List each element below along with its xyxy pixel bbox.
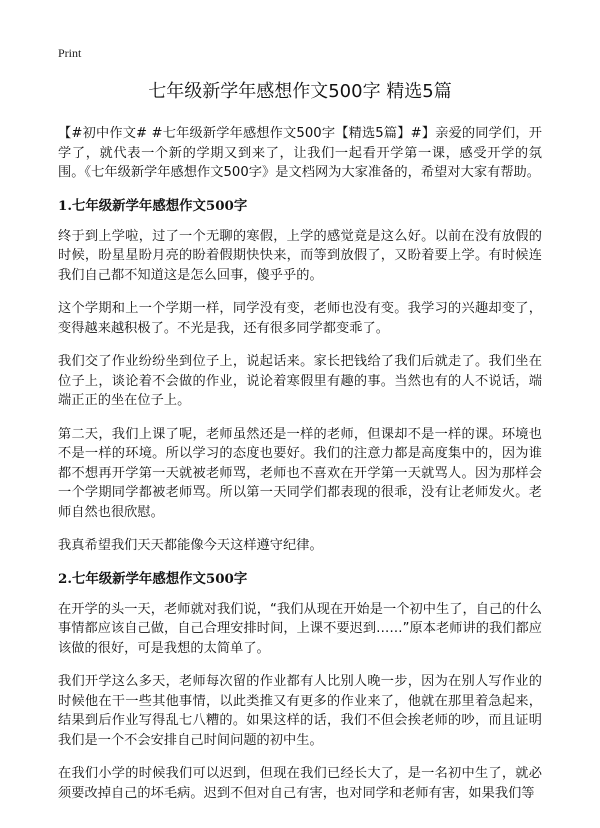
document-body bbox=[58, 124, 542, 817]
section-heading-2: 2.七年级新学年感想作文500字 bbox=[58, 570, 248, 587]
section-1-paragraph: 第二天，我们上课了呢，老师虽然还是一样的老师，但课却不是一样的课。环境也不是一样的环境。所以学习的态度也要好。我们的注意力都是高度集中的，因为谁都不想再开学第一天就被老师骂，老师也不喜欢在开学第一天就骂人。因为那样会一个学期同学都被老师骂。所以第一天同学们都表现的很乖，没有让老师发火。老师自然也很欣慰。 bbox=[58, 426, 542, 520]
page-title: 七年级新学年感想作文500字 精选5篇 bbox=[148, 81, 452, 102]
section-1-paragraph: 我真希望我们天天都能像今天这样遵守纪律。 bbox=[58, 538, 323, 553]
section-1-paragraph: 终于到上学啦，过了一个无聊的寒假，上学的感觉竟是这么好。以前在没有放假的时候，盼星星盼月亮的盼着假期快快来，而等到放假了，又盼着要上学。有时候连我们自己都不知道这是怎么回事，傻乎乎的。 bbox=[58, 228, 542, 283]
intro-paragraph: 【#初中作文# #七年级新学年感想作文500字【精选5篇】#】亲爱的同学们，开学了，就代表一个新的学期又到来了，让我们一起看开学第一课，感受开学的氛围。《七年级新学年感想作文500字》是文档网为大家准备的，希望对大家有帮助。 bbox=[58, 126, 542, 180]
section-2-paragraph: 我们开学这么多天，老师每次留的作业都有人比别人晚一步，因为在别人写作业的时候他在干一些其他事情，以此类推又有更多的作业来了，他就在那里着急起来，结果到后作业写得乱七八糟的。如果这样的话，我们不但会挨老师的吵，而且证明我们是一个不会安排自己时间问题的初中生。 bbox=[58, 674, 542, 748]
section-2-paragraph: 在我们小学的时候我们可以迟到，但现在我们已经长大了，是一名初中生了，就必须要改掉自己的坏毛病。迟到不但对自己有害，也对同学和老师有害，如果我们等 bbox=[58, 766, 542, 801]
section-1-paragraph: 我们交了作业纷纷坐到位子上，说起话来。家长把钱给了我们后就走了。我们坐在位子上，谈论着不会做的作业，说论着寒假里有趣的事。当然也有的人不说话，端端正正的坐在位子上。 bbox=[58, 354, 542, 408]
section-2-paragraph: 在开学的头一天，老师就对我们说，“我们从现在开始是一个初中生了，自己的什么事情都应该自己做，自己合理安排时间，上课不要迟到……”原本老师讲的我们都应该做的很好，可是我想的太简单了。 bbox=[58, 601, 542, 656]
section-1-paragraph: 这个学期和上一个学期一样，同学没有变，老师也没有变。我学习的兴趣却变了，变得越来越积极了。不光是我，还有很多同学都变乖了。 bbox=[58, 301, 542, 336]
section-heading-1: 1.七年级新学年感想作文500字 bbox=[58, 197, 248, 214]
print-label: Print bbox=[58, 46, 82, 60]
